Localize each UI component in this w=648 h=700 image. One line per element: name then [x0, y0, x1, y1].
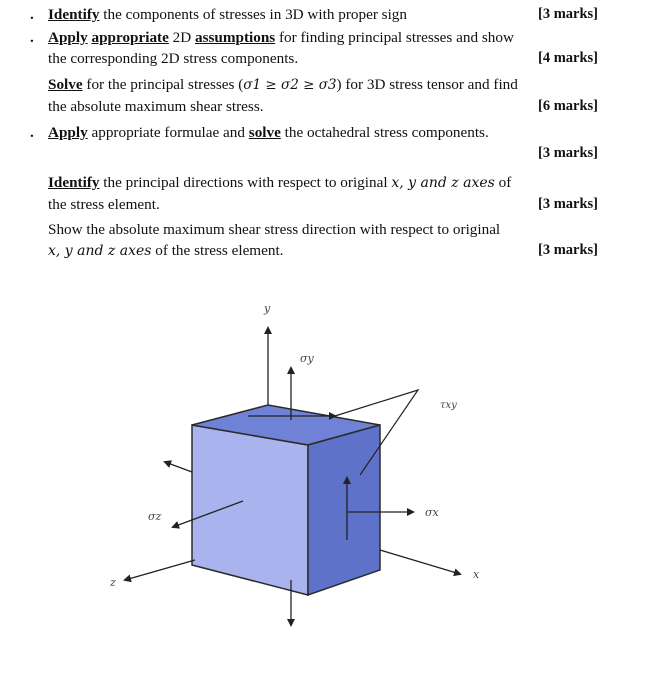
keyword-apply: Apply: [48, 29, 88, 46]
marks-label: [6 marks]: [537, 98, 598, 114]
axes-label: x, y and z axes: [391, 175, 495, 191]
question-text: for the principal stresses (: [82, 76, 244, 93]
tau-xy-label: τxy: [440, 400, 457, 411]
cube-side-face: [308, 425, 380, 595]
keyword-identify: Identify: [48, 174, 100, 191]
question-text: the principal directions with respect to original: [99, 174, 392, 191]
marks-label: [3 marks]: [537, 242, 598, 258]
marks-label: [3 marks]: [537, 196, 598, 212]
bullet: .: [30, 6, 34, 23]
keyword-appropriate: appropriate: [91, 29, 169, 46]
question-text: the octahedral stress components.: [280, 124, 489, 141]
axes-label: x, y and z axes: [48, 243, 152, 259]
question-text: the corresponding 2D stress components.: [48, 50, 299, 67]
bullet: .: [30, 29, 34, 46]
y-axis-label: y: [264, 302, 271, 315]
marks-label: [3 marks]: [537, 6, 598, 22]
keyword-solve: solve: [248, 124, 281, 141]
sigma-x-label: σx: [425, 506, 439, 519]
z-axis-line: [125, 560, 195, 580]
question-text: of the stress element.: [151, 242, 284, 259]
bullet: .: [30, 124, 34, 141]
question-4: [30, 122, 618, 164]
marks-label: [3 marks]: [537, 145, 598, 161]
question-text: Show the absolute maximum shear stress direction with respect to original: [48, 221, 501, 238]
question-text: the stress element.: [48, 196, 160, 213]
cube-front-face: [192, 425, 308, 595]
question-text: the absolute maximum shear stress.: [48, 98, 264, 115]
question-6: [48, 219, 618, 262]
sigma-z-back-arrow: [165, 462, 192, 472]
question-text: appropriate formulae and: [87, 124, 249, 141]
question-5: [48, 172, 618, 215]
question-text: 2D: [168, 29, 195, 46]
keyword-identify: Identify: [48, 6, 100, 23]
keyword-assumptions: assumptions: [195, 29, 276, 46]
sigma-z-label: σz: [148, 510, 162, 523]
question-text: the components of stresses in 3D with proper sign: [99, 6, 407, 23]
sigma-y-label: σy: [300, 352, 314, 365]
principal-stress-order: σ1 ≥ σ2 ≥ σ3: [243, 77, 337, 93]
keyword-apply: Apply: [48, 124, 88, 141]
question-text: ) for 3D stress tensor and find: [336, 76, 518, 93]
x-axis-line: [380, 550, 460, 574]
question-text: for finding principal stresses and show: [275, 29, 514, 46]
keyword-solve: Solve: [48, 76, 83, 93]
marks-label: [4 marks]: [537, 50, 598, 66]
question-2: [30, 27, 618, 69]
stress-element-figure: [0, 290, 648, 690]
question-3: [48, 74, 618, 117]
z-axis-label: z: [110, 576, 116, 589]
question-text: of: [494, 174, 512, 191]
question-1: [30, 4, 618, 25]
x-axis-label: x: [473, 568, 480, 581]
